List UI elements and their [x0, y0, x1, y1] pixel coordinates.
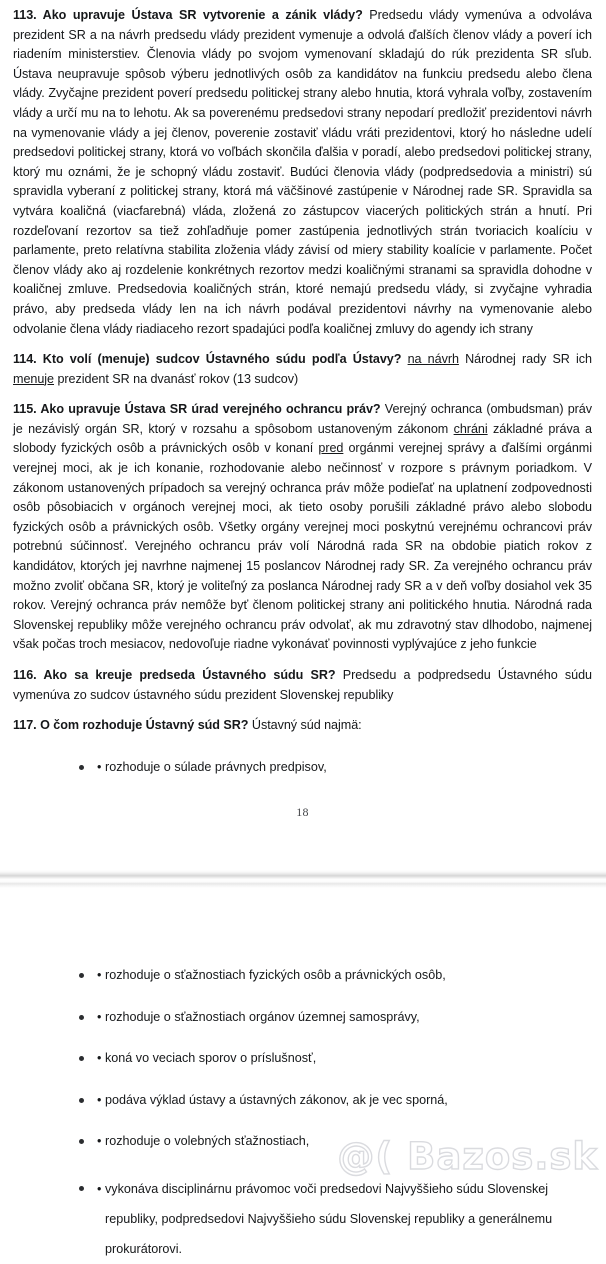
list-item-text: podáva výklad ústavy a ústavných zákonov, ak je vec sporná,: [105, 1092, 448, 1107]
answer-seg-114-2: Národnej rady SR ich: [458, 352, 592, 367]
answer-seg-114-4: prezident SR na dvanásť rokov (13 sudcov): [54, 371, 299, 386]
list-item-text: rozhoduje o volebných sťažnostiach,: [105, 1134, 310, 1149]
paragraph-114: [13, 350, 592, 389]
question-heading-115: 115. Ako upravuje Ústava SR úrad verejného ochrancu práv?: [13, 402, 381, 417]
bullet-disc-icon: [79, 765, 84, 770]
question-heading-117: 117. O čom rozhoduje Ústavný súd SR?: [13, 718, 249, 733]
answer-seg-115-3-underlined: pred: [318, 441, 344, 456]
answer-seg-115-0: Verejný ochranca (ombudsman) práv je nezávislý orgán SR, ktorý v rozsahu a spôsobom ustanoveným zákonom: [13, 402, 592, 436]
answer-text-117: Ústavný súd najmä:: [248, 718, 362, 733]
list-item: [13, 966, 592, 986]
question-heading-116: 116. Ako sa kreuje predseda Ústavného súdu SR?: [13, 668, 336, 682]
answer-seg-115-4: orgánmi verejnej správy a ďalšími orgánmi verejnej moci, ak je ich konanie, rozhodovanie alebo nečinnosť v rozpore s právnym poriadkom. V zákonom ustanovených prípadoch sa verejný ochranca práv môže podieľať na uplatnení zodpovednosti osôb pôsobiacich v orgánoch verejnej moci, ak tieto osoby porušili základné právo alebo slobodu fyzických osôb a právnických osôb. Všetky orgány verejnej moci poskytnú verejnému ochrancovi práv potrebnú súčinnosť. Verejného ochrancu práv volí Národná rada SR na obdobie piatich rokov z kandidátov, ktorých jej navrhne najmenej 15 poslancov Národnej rady SR. Za verejného ochrancu práv možno zvoliť občana SR, ktorý je voliteľný za poslanca Národnej rady SR a v deň voľby dosiahol vek 35 rokov. Verejný ochranca práv nemôže byť členom politickej strany ani politického hnutia. Národná rada Slovenskej republiky môže verejného ochrancu práv odvolať, ak mu zdravotný stav dlhodobo, najmenej však počas troch mesiacov, nedovoľuje riadne vykonávať povinnosti vyplývajúce z jeho funkcie: [13, 441, 592, 652]
bullet-disc-icon: [79, 1015, 84, 1020]
paragraph-113: [13, 6, 592, 339]
list-item: [13, 1174, 592, 1264]
document-page-two: [0, 888, 606, 1256]
bullet-marker-glyph: •: [97, 1134, 102, 1149]
answer-text-116: Predsedu a podpredsedu Ústavného súdu vymenúva zo sudcov ústavného súdu prezident Slovenskej republiky: [13, 668, 592, 702]
bullet-disc-icon: [79, 1056, 84, 1061]
page-two-top-margin: [13, 888, 592, 944]
question-heading-114: 114. Kto volí (menuje) sudcov Ústavného súdu podľa Ústavy?: [13, 352, 402, 367]
bullet-disc-icon: [79, 1098, 84, 1103]
list-item: [13, 1132, 592, 1152]
bullet-disc-icon: [79, 973, 84, 978]
answer-seg-114-3-underlined: menuje: [13, 371, 55, 386]
bullet-marker-glyph: •: [97, 968, 102, 982]
bullet-marker-glyph: •: [97, 1181, 102, 1196]
bullet-disc-icon: [79, 1186, 84, 1191]
bazos-watermark: @( Bazos.sk: [337, 1135, 598, 1178]
list-item-text: rozhoduje o súlade právnych predpisov,: [105, 759, 327, 774]
page-break-separator: [0, 870, 606, 888]
answer-seg-114-1-underlined: na návrh: [407, 352, 459, 367]
list-item: [13, 1091, 592, 1111]
bullet-disc-icon: [79, 1139, 84, 1144]
list-item-text: rozhoduje o sťažnostiach fyzických osôb a právnických osôb,: [105, 968, 446, 982]
paragraph-116: [13, 666, 592, 705]
page-number: 18: [296, 805, 309, 820]
question-heading-113: 113. Ako upravuje Ústava SR vytvorenie a zánik vlády?: [13, 8, 363, 22]
answer-text-113: Predsedu vlády vymenúva a odvoláva prezident SR a na návrh predsedu vlády prezident vymenuje a odvolá ďalších členov vlády a poverí ich riadením ministerstiev. Členovia vlády po svojom vymenovaní skladajú do rúk prezidenta SR sľub. Ústava neupravuje spôsob výberu jednotlivých osôb za kandidátov na funkciu predsedu alebo člena vlády. Zvyčajne prezident poverí predsedu politickej strany alebo hnutia, ktorá vyhrala voľby, zostavením vlády a určí mu na to lehotu. Ak sa poverenému predsedovi strany nepodarí predložiť prezidentovi návrh na vymenovanie vlády a jej členov, poverenie zostaviť vládu vráti prezidentovi, ktorý ho následne udelí predsedovi politickej strany, ktorá vo voľbách skončila ďalšia v poradí, alebo predsedovi politickej strany, ktorý mu oznámi, že je schopný vládu zostaviť. Budúci členovia vlády (podpredsedovia a ministri) sú spravidla vyberaní z politickej strany, ktorá má väčšinové zastúpenie v Národnej rade SR. Spravidla sa vytvára koaličná (viacfarebná) vláda, zložená zo zástupcov viacerých politických strán a hnutí. Pri rozdeľovaní rezortov sa tiež zohľadňuje pomer zastúpenia jednotlivých strán tvoriacich koalíciu v parlamente, preto relatívna stabilita zloženia vlády závisí od miery stability koalície v parlamente. Počet členov vlády ako aj rozdelenie konkrétnych rezortov medzi koaličnými stranami sa spravidla dohodne v koaličnej zmluve. Predsedovia koaličných strán, ktoré nemajú predsedu vlády, si zvyčajne vyhradia právo, aby predseda vlády len na ich návrh podával prezidentovi návrhy na vymenovanie alebo odvolanie člena vlády riadiaceho rezort spadajúci podľa koaličnej zmluvy do agendy ich strany: [13, 8, 593, 336]
list-item: [13, 1008, 592, 1028]
bullet-marker-glyph: •: [97, 1009, 102, 1024]
list-item-text: koná vo veciach sporov o príslušnosť,: [105, 1051, 317, 1066]
answer-seg-115-2: základné práva a slobody fyzických osôb a právnických osôb v konaní: [13, 421, 593, 456]
answer-seg-115-1-underlined: chráni: [453, 421, 488, 436]
bullet-list-page-two: [13, 966, 592, 1264]
paragraph-117: [13, 716, 592, 736]
list-item-text: vykonáva disciplinárnu právomoc voči predsedovi Najvyššieho súdu Slovenskej republiky, podpredsedovi Najvyššieho súdu Slovenskej republiky a generálnemu prokurátorovi.: [105, 1181, 553, 1256]
list-item-text: rozhoduje o sťažnostiach orgánov územnej samosprávy,: [105, 1009, 420, 1024]
paragraph-115: [13, 400, 592, 655]
bullet-marker-glyph: •: [97, 1051, 102, 1066]
bullet-marker-glyph: •: [97, 759, 102, 774]
bullet-marker-glyph: •: [97, 1092, 102, 1107]
bullet-list-page-one: [13, 758, 592, 778]
list-item: [13, 758, 592, 778]
list-item: [13, 1049, 592, 1069]
